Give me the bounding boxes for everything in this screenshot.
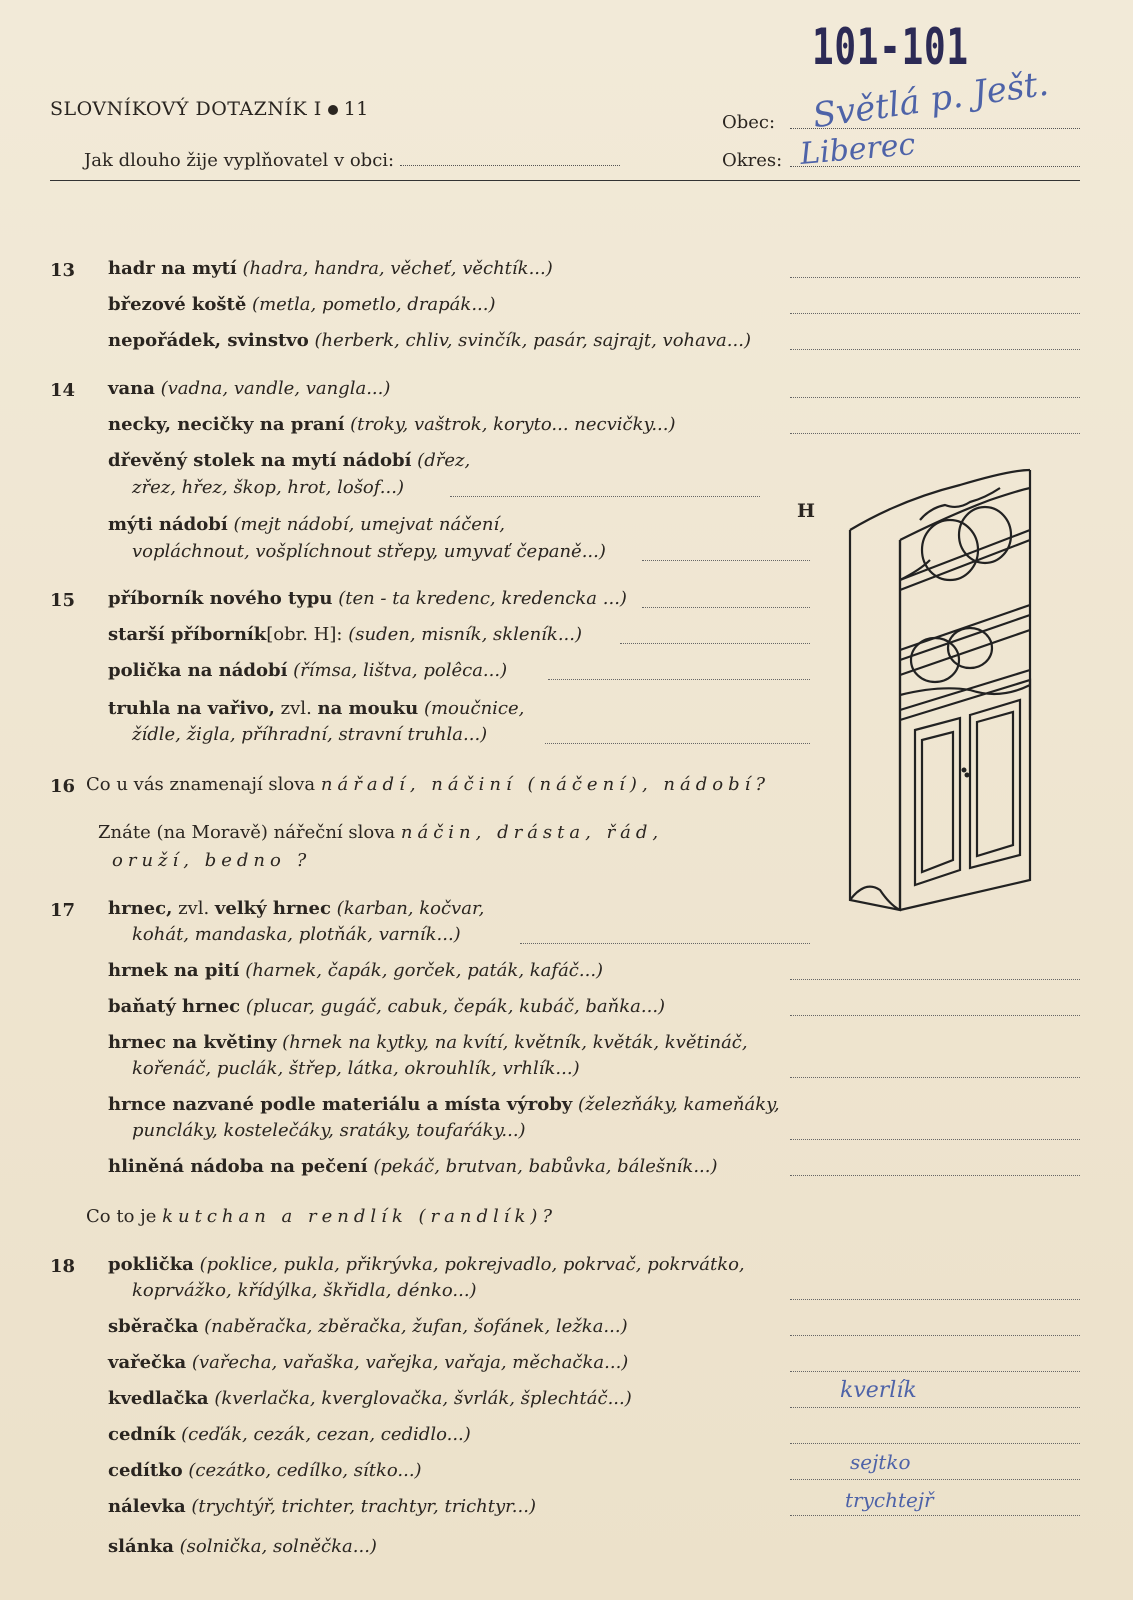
question-13a: hadr na mytí (hadra, handra, věcheť, věchtík...) xyxy=(108,258,553,279)
okres-label: Okres: xyxy=(722,150,783,171)
question-18c: vařečka (vařecha, vařaška, vařejka, vařaja, měchačka...) xyxy=(108,1352,629,1373)
question-17c: baňatý hrnec (plucar, gugáč, cabuk, čepák, kubáč, baňka...) xyxy=(108,996,666,1017)
form-title: SLOVNÍKOVÝ DOTAZNÍK I 11 xyxy=(50,98,369,120)
question-14b: necky, necičky na praní (troky, vaštrok, koryto... necvičky...) xyxy=(108,414,676,435)
question-14c: dřevěný stolek na mytí nádobí (dřez, xyxy=(108,450,471,471)
residence-question: Jak dlouho žije vyplňovatel v obci: xyxy=(84,150,620,171)
item-number-13: 13 xyxy=(50,260,76,281)
answer-line[interactable] xyxy=(450,495,760,497)
answer-line[interactable] xyxy=(620,642,810,644)
question-15a: příborník nového typu (ten - ta kredenc, kredencka ...) xyxy=(108,588,627,609)
question-17a: hrnec, zvl. velký hrnec (karban, kočvar, xyxy=(108,898,485,919)
answer-line[interactable] xyxy=(790,1514,1080,1516)
question-13b: březové koště (metla, pometlo, drapák...) xyxy=(108,294,496,315)
answer-line[interactable] xyxy=(790,1442,1080,1444)
question-14c-cont: zřez, hřez, škop, hrot, lošof...) xyxy=(132,477,404,498)
okres-handwritten-value: Liberec xyxy=(798,127,917,172)
answer-line[interactable] xyxy=(790,312,1080,314)
answer-line[interactable] xyxy=(545,742,810,744)
question-15c: polička na nádobí (římsa, lištva, polêca...) xyxy=(108,660,508,681)
question-14d-cont: vopláchnout, vošplíchnout střepy, umyvať čepaně...) xyxy=(132,541,606,562)
answer-line[interactable] xyxy=(790,348,1080,350)
question-17d: hrnec na květiny (hrnek na kytky, na kvítí, květník, květák, květináč, xyxy=(108,1032,748,1053)
answer-line[interactable] xyxy=(790,1478,1080,1480)
answer-line[interactable] xyxy=(790,1076,1080,1078)
question-17e: hrnce nazvané podle materiálu a místa výroby (železňáky, kameňáky, xyxy=(108,1094,780,1115)
answer-line[interactable] xyxy=(790,276,1080,278)
question-16a: Co u vás znamenají slova nářadí, náčiní (náčení), nádobí? xyxy=(86,774,771,795)
question-17f: hliněná nádoba na pečení (pekáč, brutvan, babůvka, bálešník...) xyxy=(108,1156,718,1177)
question-18a: poklička (poklice, pukla, přikrývka, pokrejvadlo, pokrvač, pokrvátko, xyxy=(108,1254,745,1275)
question-15d-cont: žídle, žigla, příhradní, stravní truhla...) xyxy=(132,724,488,745)
question-16b: Znáte (na Moravě) nářeční slova náčin, drásta, řád, xyxy=(98,822,664,843)
question-17a-cont: kohát, mandaska, plotňák, varník...) xyxy=(132,924,461,945)
answer-line[interactable] xyxy=(520,942,810,944)
question-18h: slánka (solnička, solněčka...) xyxy=(108,1536,377,1557)
item-number-18: 18 xyxy=(50,1256,76,1277)
question-17e-cont: puncláky, kostelečáky, sratáky, toufaŕáky...) xyxy=(132,1120,526,1141)
header-divider xyxy=(50,180,1080,181)
question-14d: mýti nádobí (mejt nádobí, umejvat náčení, xyxy=(108,514,506,535)
dresser-illustration xyxy=(840,460,1070,930)
question-17b: hrnek na pití (harnek, čapák, gorček, paták, kafáč...) xyxy=(108,960,604,981)
answer-line[interactable] xyxy=(790,1406,1080,1408)
handwritten-answer-nalevka: trychtejř xyxy=(845,1488,934,1512)
handwritten-answer-ceditko: sejtko xyxy=(850,1450,911,1474)
question-17g: Co to je kutchan a rendlík (randlík)? xyxy=(86,1206,558,1227)
answer-line[interactable] xyxy=(790,432,1080,434)
question-18f: cedítko (cezátko, cedílko, sítko...) xyxy=(108,1460,422,1481)
question-16c: oruží, bedno ? xyxy=(112,850,312,871)
item-number-16: 16 xyxy=(50,776,76,797)
answer-line[interactable] xyxy=(790,978,1080,980)
obec-label: Obec: xyxy=(722,112,776,133)
question-15b: starší příborník[obr. H]: (suden, misník, skleník...) xyxy=(108,624,583,645)
answer-line[interactable] xyxy=(642,559,810,561)
figure-label: H xyxy=(797,500,815,522)
answer-line[interactable] xyxy=(790,1298,1080,1300)
answer-line[interactable] xyxy=(790,1138,1080,1140)
answer-line[interactable] xyxy=(790,1334,1080,1336)
bullet-dot xyxy=(328,105,338,115)
handwritten-answer-kvedlacka: kverlík xyxy=(840,1378,917,1403)
question-18d: kvedlačka (kverlačka, kverglovačka, švrlák, šplechtáč...) xyxy=(108,1388,632,1409)
question-13c: nepořádek, svinstvo (herberk, chliv, svinčík, pasár, sajrajt, vohava...) xyxy=(108,330,751,351)
answer-line[interactable] xyxy=(548,678,810,680)
item-number-17: 17 xyxy=(50,900,76,921)
answer-line[interactable] xyxy=(790,1014,1080,1016)
question-18g: nálevka (trychtýř, trichter, trachtyr, trichtyr...) xyxy=(108,1496,536,1517)
answer-line[interactable] xyxy=(790,1174,1080,1176)
question-18b: sběračka (naběračka, zběračka, žufan, šofánek, ležka...) xyxy=(108,1316,628,1337)
obec-handwritten-value: Světlá p. Ješt. xyxy=(810,63,1051,137)
question-18e: cedník (ceďák, cezák, cezan, cedidlo...) xyxy=(108,1424,471,1445)
residence-answer-line[interactable] xyxy=(400,151,620,166)
answer-line[interactable] xyxy=(642,606,810,608)
question-14a: vana (vadna, vandle, vangla...) xyxy=(108,378,391,399)
question-17d-cont: kořenáč, puclák, štřep, látka, okrouhlík, vrhlík...) xyxy=(132,1058,580,1079)
item-number-15: 15 xyxy=(50,590,76,611)
item-number-14: 14 xyxy=(50,380,76,401)
answer-line[interactable] xyxy=(790,1370,1080,1372)
question-18a-cont: koprvážko, křídýlka, škřidla, dénko...) xyxy=(132,1280,477,1301)
archive-stamp-number: 101-101 xyxy=(812,18,969,76)
answer-line[interactable] xyxy=(790,396,1080,398)
question-15d: truhla na vařivo, zvl. na mouku (moučnice, xyxy=(108,698,525,719)
